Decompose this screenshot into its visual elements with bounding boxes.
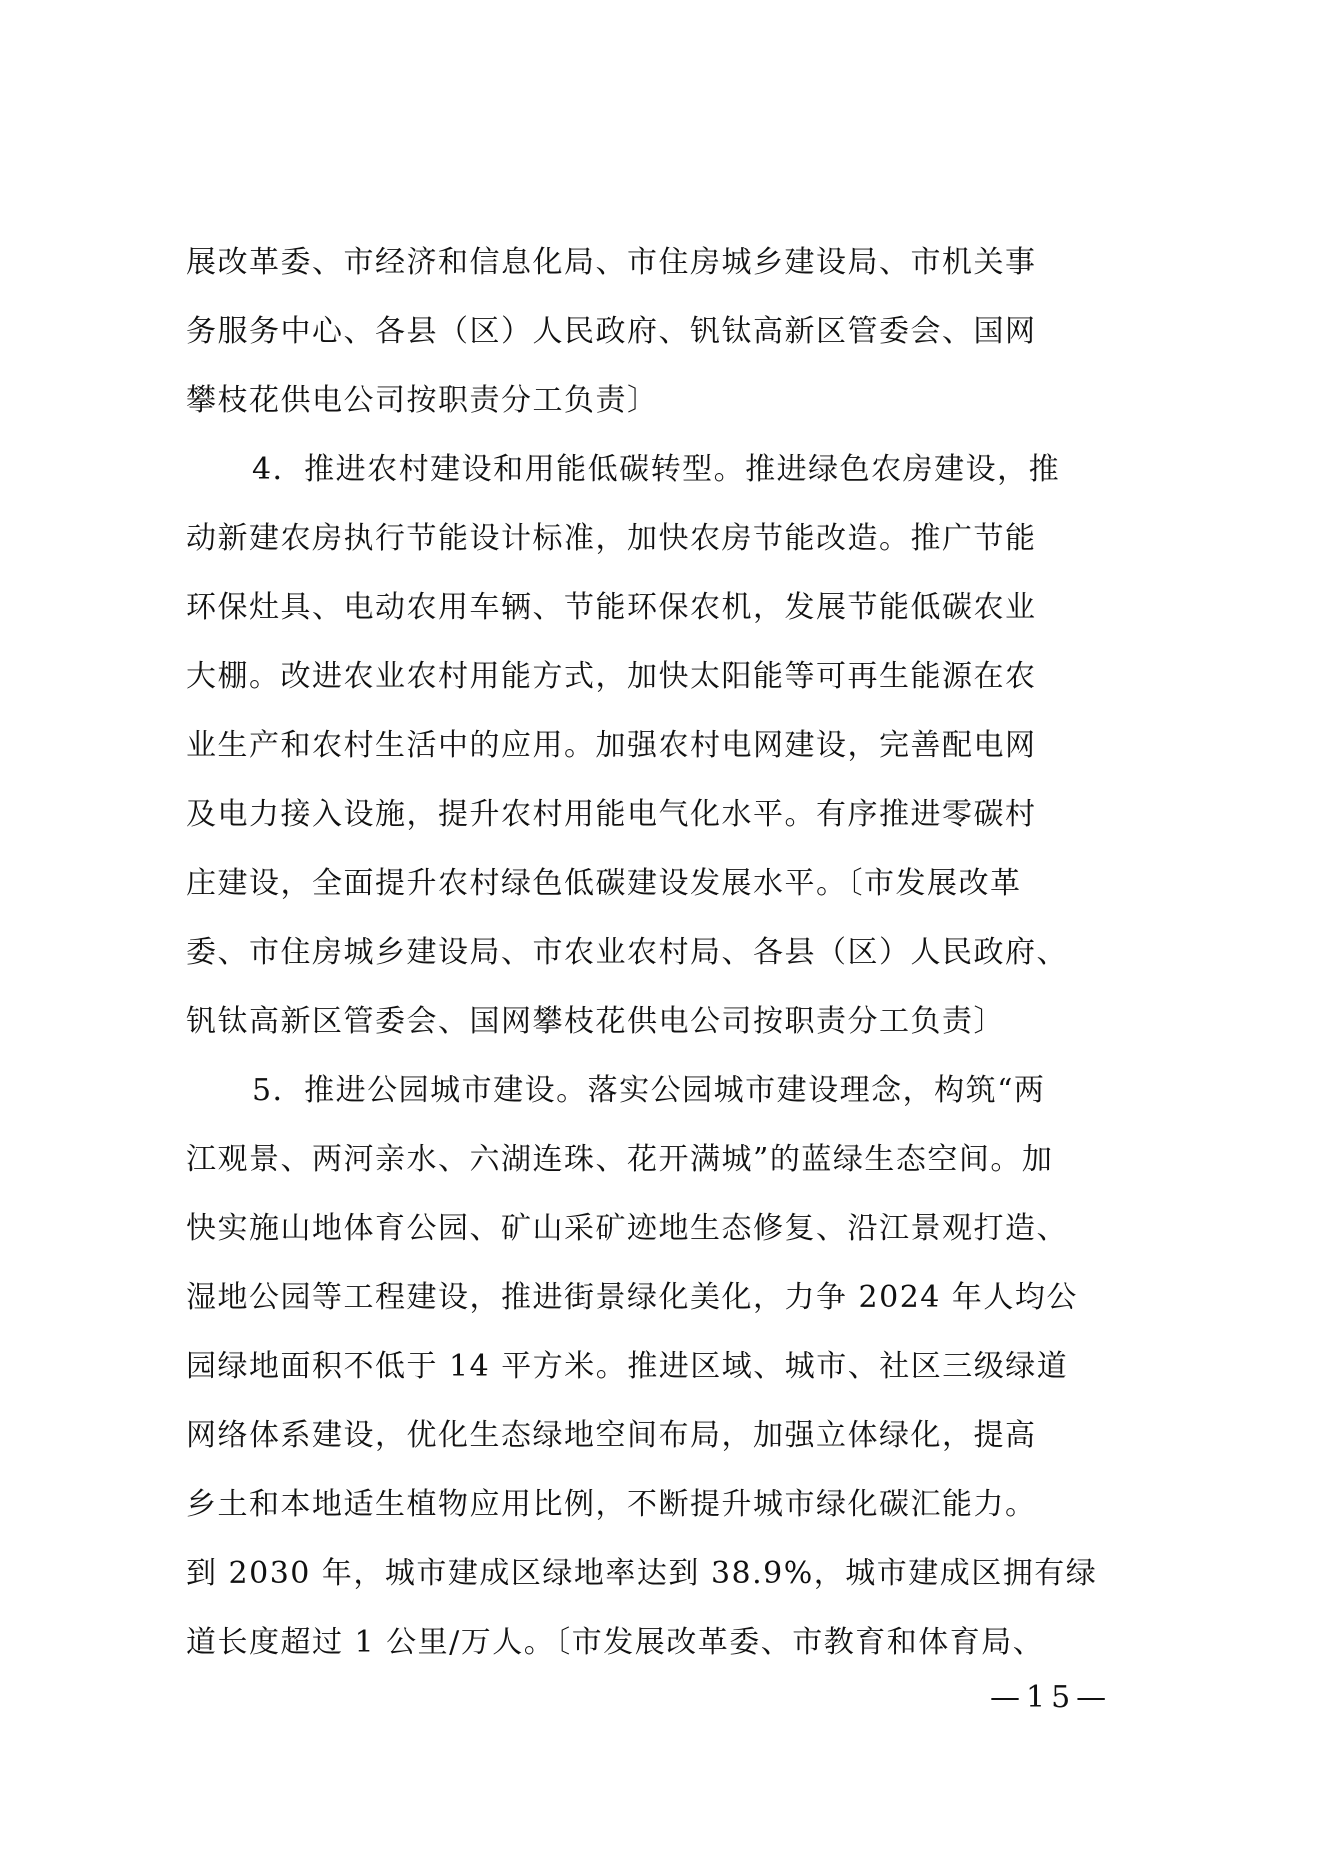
body-text: [186, 228, 1156, 1677]
text-line: 快实施山地体育公园、矿山采矿迹地生态修复、沿江景观打造、: [186, 1211, 1068, 1246]
text-line: 江观景、两河亲水、六湖连珠、花开满城”的蓝绿生态空间。加: [186, 1142, 1054, 1177]
text-line: 委、市住房城乡建设局、市农业农村局、各县（区）人民政府、: [186, 935, 1068, 970]
text-line: 庄建设，全面提升农村绿色低碳建设发展水平。〔市发展改革: [186, 866, 1022, 901]
text-line: 务服务中心、各县（区）人民政府、钒钛高新区管委会、国网: [186, 314, 1037, 349]
paragraph-5-first-line: 5．推进公园城市建设。落实公园城市建设理念，构筑“两: [252, 1073, 1046, 1108]
text-line: 网络体系建设，优化生态绿地空间布局，加强立体绿化，提高: [186, 1418, 1037, 1453]
text-line: 到 2030 年，城市建成区绿地率达到 38.9%，城市建成区拥有绿: [186, 1556, 1098, 1591]
text-line: 钒钛高新区管委会、国网攀枝花供电公司按职责分工负责〕: [186, 1004, 1005, 1039]
text-line: 大棚。改进农业农村用能方式，加快太阳能等可再生能源在农: [186, 659, 1037, 694]
page-number: —15—: [990, 1680, 1113, 1715]
text-line: 道长度超过 1 公里/万人。〔市发展改革委、市教育和体育局、: [186, 1625, 1045, 1660]
text-line: 及电力接入设施，提升农村用能电气化水平。有序推进零碳村: [186, 797, 1037, 832]
paragraph-4-first-line: 4．推进农村建设和用能低碳转型。推进绿色农房建设，推: [252, 452, 1061, 487]
text-line: 园绿地面积不低于 14 平方米。推进区域、城市、社区三级绿道: [186, 1349, 1069, 1384]
text-line: 湿地公园等工程建设，推进街景绿化美化，力争 2024 年人均公: [186, 1280, 1078, 1315]
text-line: 动新建农房执行节能设计标准，加快农房节能改造。推广节能: [186, 521, 1037, 556]
text-line: 乡土和本地适生植物应用比例，不断提升城市绿化碳汇能力。: [186, 1487, 1037, 1522]
text-line: 环保灶具、电动农用车辆、节能环保农机，发展节能低碳农业: [186, 590, 1037, 625]
text-line: 业生产和农村生活中的应用。加强农村电网建设，完善配电网: [186, 728, 1037, 763]
text-line: 展改革委、市经济和信息化局、市住房城乡建设局、市机关事: [186, 245, 1037, 280]
text-line: 攀枝花供电公司按职责分工负责〕: [186, 383, 659, 418]
